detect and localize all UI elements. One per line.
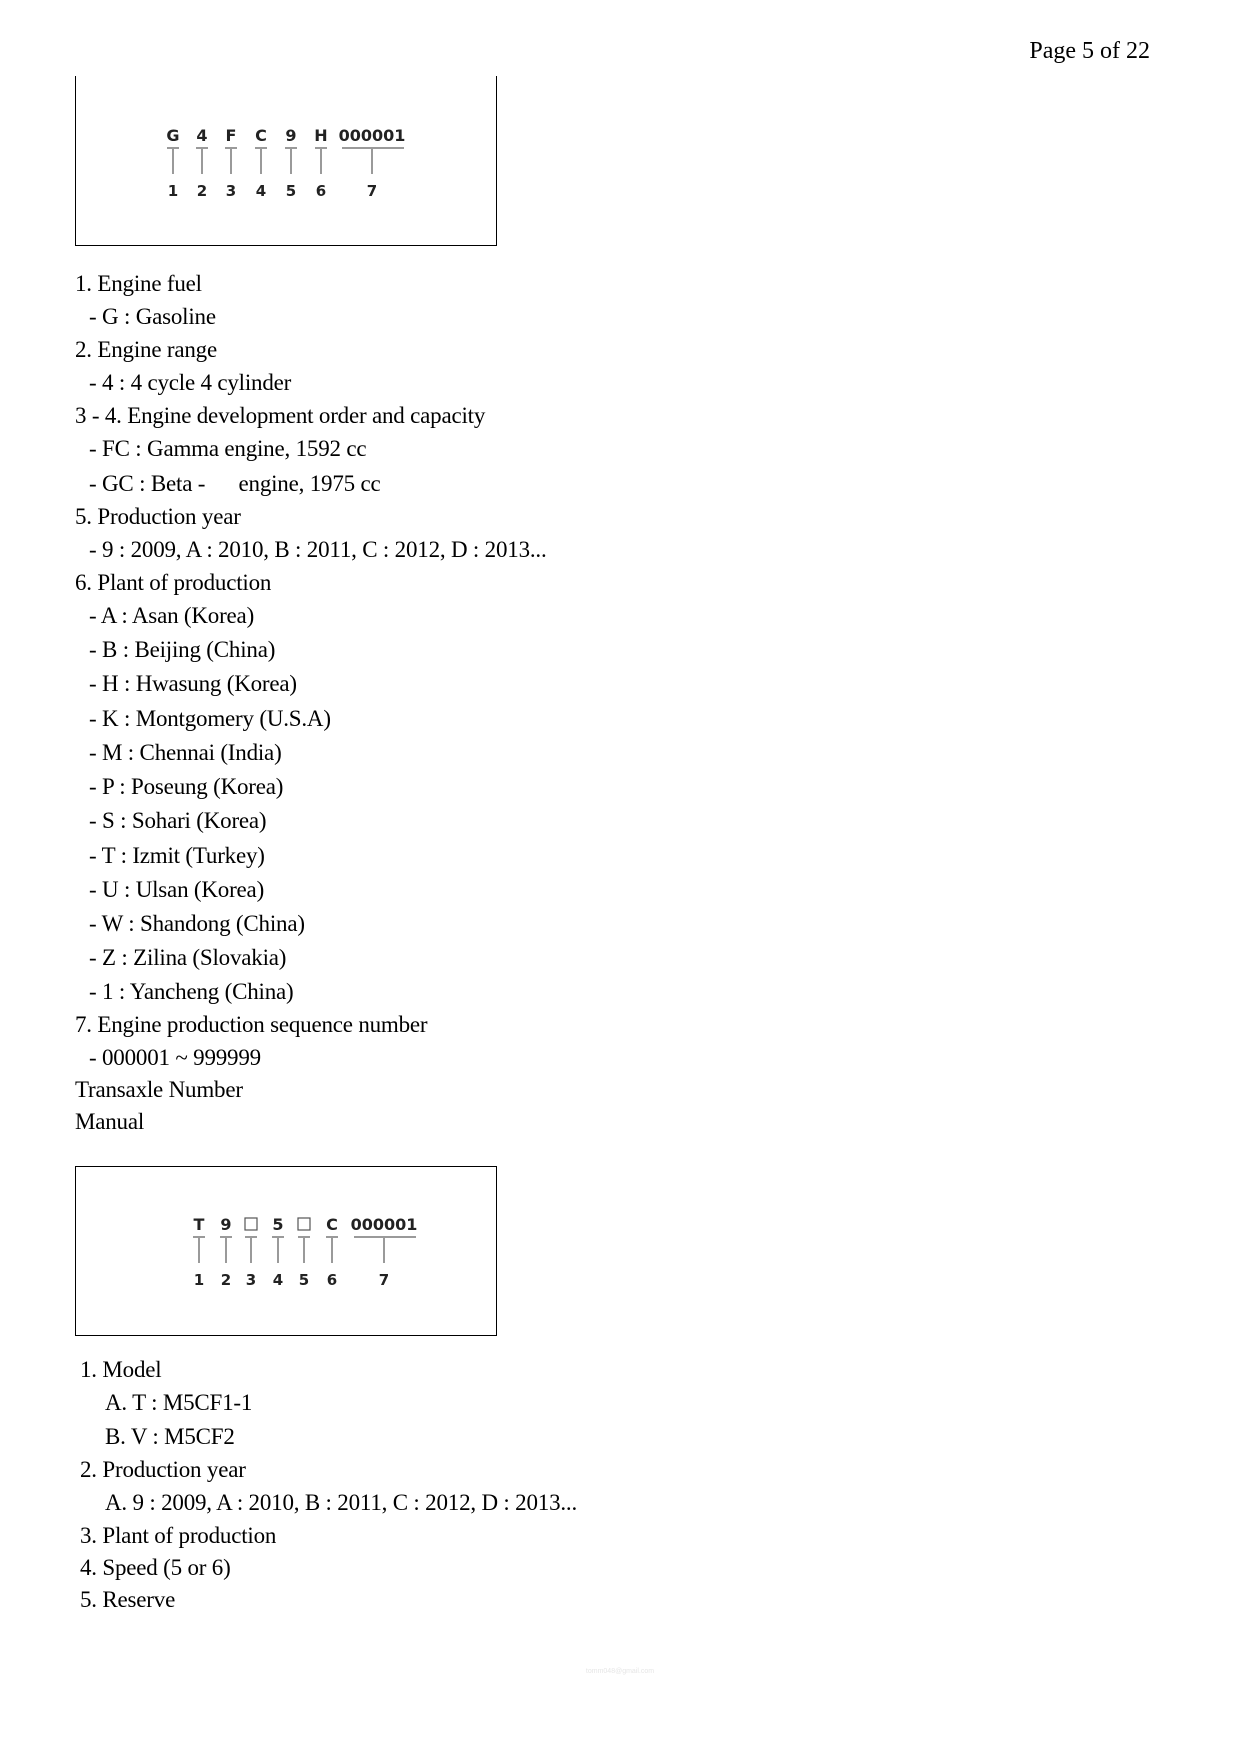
- list-item: - P : Poseung (Korea): [89, 774, 284, 799]
- engine-number-figure: [75, 76, 497, 246]
- engine-tick-lines: [167, 148, 404, 174]
- list-item: - T : Izmit (Turkey): [89, 843, 265, 868]
- transaxle-pos-1: 1: [193, 1271, 205, 1289]
- transaxle-char-1: T: [193, 1215, 205, 1234]
- list-item: A. 9 : 2009, A : 2010, B : 2011, C : 2012, D : 2013...: [105, 1490, 578, 1515]
- list-item: - FC : Gamma engine, 1592 cc: [89, 436, 367, 461]
- transaxle-char-6: C: [326, 1215, 338, 1234]
- list-item: - Z : Zilina (Slovakia): [89, 945, 287, 970]
- list-item: 7. Engine production sequence number: [75, 1012, 428, 1037]
- transaxle-number-heading: Transaxle Number: [75, 1077, 243, 1102]
- engine-char-5: 9: [285, 126, 297, 145]
- engine-char-6: H: [314, 126, 328, 145]
- engine-pos-2: 2: [196, 182, 208, 200]
- transaxle-char-3-box: [245, 1218, 257, 1230]
- manual-heading: Manual: [75, 1109, 145, 1134]
- list-item: - GC : Beta - engine, 1975 cc: [89, 471, 381, 496]
- list-item: - W : Shandong (China): [89, 911, 305, 936]
- engine-pos-6: 6: [315, 182, 327, 200]
- list-item: 4. Speed (5 or 6): [80, 1555, 231, 1580]
- transaxle-pos-4: 4: [272, 1271, 284, 1289]
- engine-char-2: 4: [196, 126, 208, 145]
- transaxle-tick-lines: [193, 1237, 416, 1263]
- transaxle-pos-2: 2: [220, 1271, 232, 1289]
- list-item: 6. Plant of production: [75, 570, 272, 595]
- list-item: - B : Beijing (China): [89, 637, 276, 662]
- transaxle-pos-3: 3: [245, 1271, 257, 1289]
- engine-pos-1: 1: [167, 182, 179, 200]
- list-item: - A : Asan (Korea): [89, 603, 255, 628]
- list-item: - M : Chennai (India): [89, 740, 282, 765]
- transaxle-pos-5: 5: [298, 1271, 310, 1289]
- list-item: - U : Ulsan (Korea): [89, 877, 265, 902]
- list-item: - S : Sohari (Korea): [89, 808, 267, 833]
- list-item: 1. Engine fuel: [75, 271, 202, 296]
- list-item: 5. Production year: [75, 504, 241, 529]
- engine-number-diagram: [76, 76, 498, 246]
- engine-pos-4: 4: [255, 182, 267, 200]
- engine-char-4: C: [255, 126, 267, 145]
- transaxle-number-diagram: [76, 1167, 498, 1337]
- list-item: - H : Hwasung (Korea): [89, 671, 297, 696]
- transaxle-number-figure: [75, 1166, 497, 1336]
- list-item: - K : Montgomery (U.S.A): [89, 706, 331, 731]
- list-item: 1. Model: [80, 1357, 162, 1382]
- list-item: - 4 : 4 cycle 4 cylinder: [89, 370, 292, 395]
- engine-serial: 000001: [338, 126, 406, 145]
- transaxle-serial: 000001: [350, 1215, 418, 1234]
- transaxle-char-2: 9: [220, 1215, 232, 1234]
- engine-pos-3: 3: [225, 182, 237, 200]
- list-item: - 9 : 2009, A : 2010, B : 2011, C : 2012, D : 2013...: [89, 537, 547, 562]
- engine-char-1: G: [166, 126, 180, 145]
- list-item: - G : Gasoline: [89, 304, 216, 329]
- engine-pos-5: 5: [285, 182, 297, 200]
- list-item: B. V : M5CF2: [105, 1424, 235, 1449]
- page-number: Page 5 of 22: [1029, 38, 1150, 64]
- list-item: 5. Reserve: [80, 1587, 176, 1612]
- list-item: - 000001 ~ 999999: [89, 1045, 261, 1070]
- transaxle-pos-7: 7: [378, 1271, 390, 1289]
- list-item: 3. Plant of production: [80, 1523, 277, 1548]
- watermark: tomm048@gmail.com: [585, 1668, 655, 1675]
- list-item: - 1 : Yancheng (China): [89, 979, 294, 1004]
- engine-char-3: F: [225, 126, 237, 145]
- engine-pos-7: 7: [366, 182, 378, 200]
- transaxle-char-5-box: [298, 1218, 310, 1230]
- list-item: 2. Production year: [80, 1457, 246, 1482]
- transaxle-pos-6: 6: [326, 1271, 338, 1289]
- transaxle-char-4: 5: [272, 1215, 284, 1234]
- list-item: 2. Engine range: [75, 337, 217, 362]
- list-item: A. T : M5CF1-1: [105, 1390, 253, 1415]
- list-item: 3 - 4. Engine development order and capacity: [75, 403, 486, 428]
